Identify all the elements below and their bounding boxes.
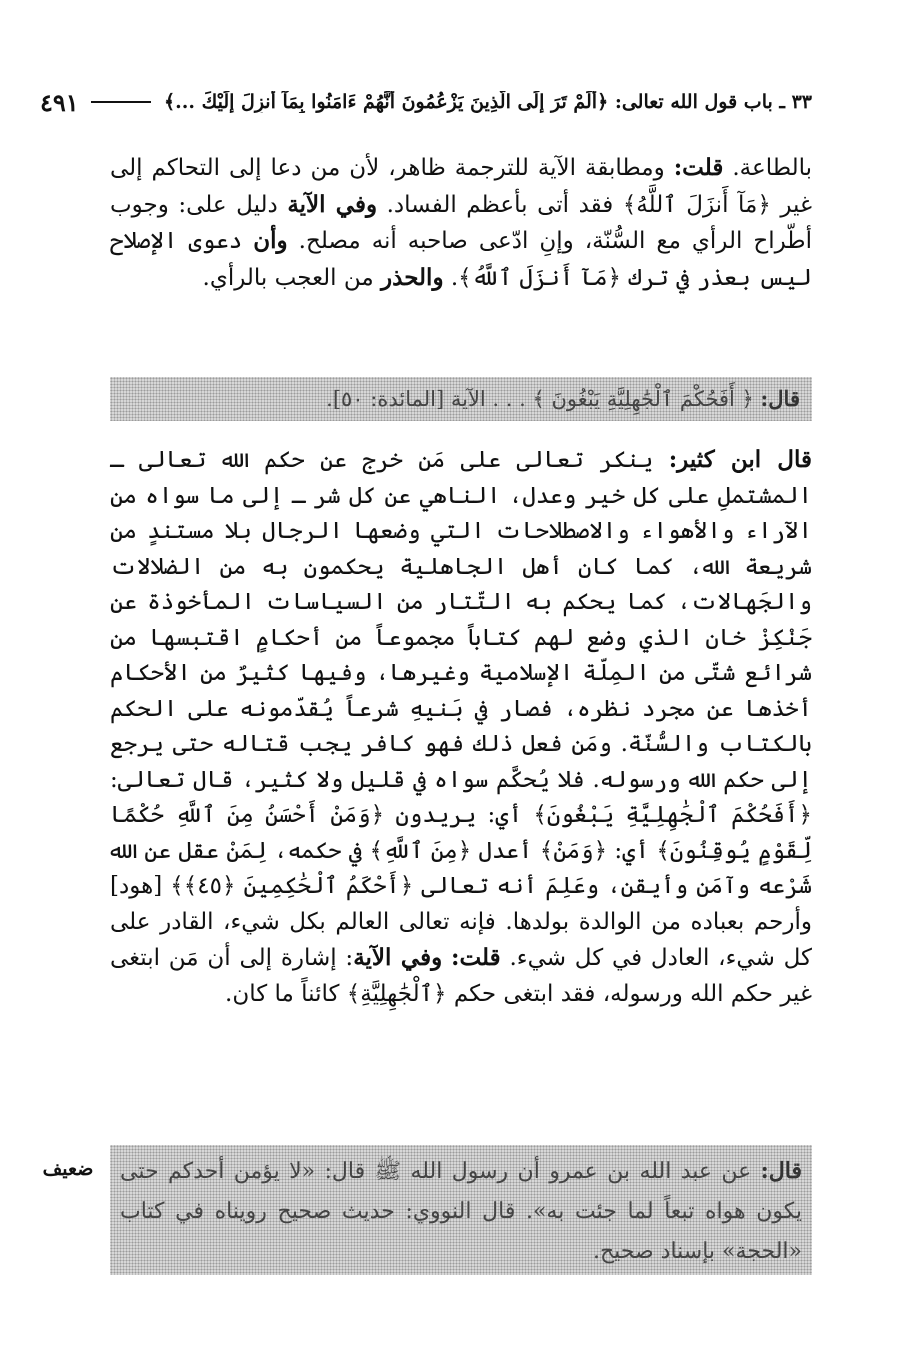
hadith-grade-label: ضعيف: [42, 1158, 94, 1180]
text-segment: دعوى الإصلاح ليس بعذر في ترك ﴿مَآ أَنزَلَ ٱللَّهُ﴾.: [110, 228, 812, 291]
label-ibn-kathir: قال ابن كثير:: [668, 446, 812, 473]
text-segment: دليل على: وجوب أطّراح الرأي مع السُّنّة، وإنِ ادّعى صاحبه أنه مصلح.: [110, 191, 812, 254]
quote-text: عن عبد الله بن عمرو أن رسول الله ﷺ قال: «لا يؤمن أحدكم حتى يكون هواه تبعاً لما جئت به». قال النووي: حديث صحيح رويناه في كتاب «الحجة» بإسناد صحيح.: [120, 1159, 802, 1264]
text-segment: ينكر تعالى على مَن خرج عن حكم الله تعالى ـ المشتملِ على كل خير وعدل، الناهي عن كل شر ـ إلى ما سواه من الآراء والأهواء والاصطلاحات التي وضعها الرجال بلا مستندٍ من شريعة الله، كما كان أهل الجاهلية يحكمون به من الضلالات والجَهالات، كما يحكم به التّتار من السياسات المأخوذة عن جَنْكِزْ خان الذي وضع لهم كتاباً مجموعاً من أحكامٍ اقتبسها من شرائع شتّى من المِلّة الإسلامية وغيرها، وفيها كثيرٌ من الأحكام أخذها عن مجرد نظره، فصار في بَنيهِ شرعاً يُقدّمونه على الحكم بالكتاب والسُّنّة. ومَن فعل ذلك فهو كافر يجب قتاله حتى يرجع إلى حكم الله ورسوله. فلا يُحكَّم سواه في قليل ولا كثير، قال تعالى: ﴿أَفَحُكْمَ ٱلْجَٰهِلِيَّةِ يَبْغُونَ﴾ أي: يريدون ﴿وَمَنْ أَحْسَنُ مِنَ ٱللَّهِ حُكْمًا لِّقَوْمٍ يُوقِنُونَ﴾ أي: ﴿وَمَنْ﴾ أعدل ﴿مِنَ ٱللَّهِ﴾ في حكمه، لِمَنْ عقل عن الله شَرْعه وآمَن وأيقن، وعَلِمَ أنه تعالى ﴿أَحْكَمُ ٱلْحَٰكِمِينَ ﴿٤٥﴾﴾ [هود] وأرحم بعباده من الوالدة بولدها. فإنه تعالى العالم بكل شيء، القادر على كل شيء، العادل في كل شيء.: [110, 447, 812, 971]
hadith-quote-band: [110, 1145, 812, 1275]
commentary-paragraph-1: [110, 150, 812, 355]
label-wa-an: وأن: [253, 227, 288, 254]
label-al-hadhar: والحذر: [381, 263, 444, 291]
text-segment: : إشارة إلى أن مَن ابتغى غير حكم الله ورسوله، فقد ابتغى حكم ﴿ٱلْجَٰهِلِيَّةِ﴾ كائناً ما كان.: [110, 945, 812, 1007]
quote-lead: قال:: [760, 386, 800, 411]
label-wafi-al-aya: وفي الآية: [353, 944, 443, 971]
text-segment: بالطاعة.: [723, 155, 813, 181]
quote-text: ﴿ أَفَحُكْمَ ٱلْجَٰهِلِيَّةِ يَبْغُونَ ﴾ . . . الآية [المائدة: ٥٠].: [326, 387, 761, 411]
quote-lead: قال:: [760, 1158, 802, 1184]
commentary-paragraph-2: [110, 442, 812, 1135]
label-wafi-al-aya: وفي الآية: [287, 190, 378, 218]
page-number: ٤٩١: [40, 87, 79, 117]
text-segment: [442, 945, 451, 971]
text-segment: من العجب بالرأي.: [202, 264, 382, 291]
verse-quote-band: [110, 377, 812, 421]
label-qultu: قلت:: [673, 154, 724, 181]
header-rule: [91, 101, 151, 103]
chapter-title: ٣٣ ـ باب قول الله تعالى: ﴿أَلَمْ تَرَ إِلَى الَّذِينَ يَزْعُمُونَ أَنَّهُمْ ءَامَنُوا بِمَآ أُنزِلَ إِلَيْكَ ...﴾: [164, 91, 812, 113]
running-header: [40, 82, 812, 122]
text-segment: ومطابقة الآية للترجمة ظاهر، لأن من دعا إلى التحاكم إلى غير ﴿مَآ أَنزَلَ ٱللَّهُ﴾ فقد أتى بأعظم الفساد.: [110, 155, 812, 218]
label-qultu: قلت:: [450, 944, 501, 971]
